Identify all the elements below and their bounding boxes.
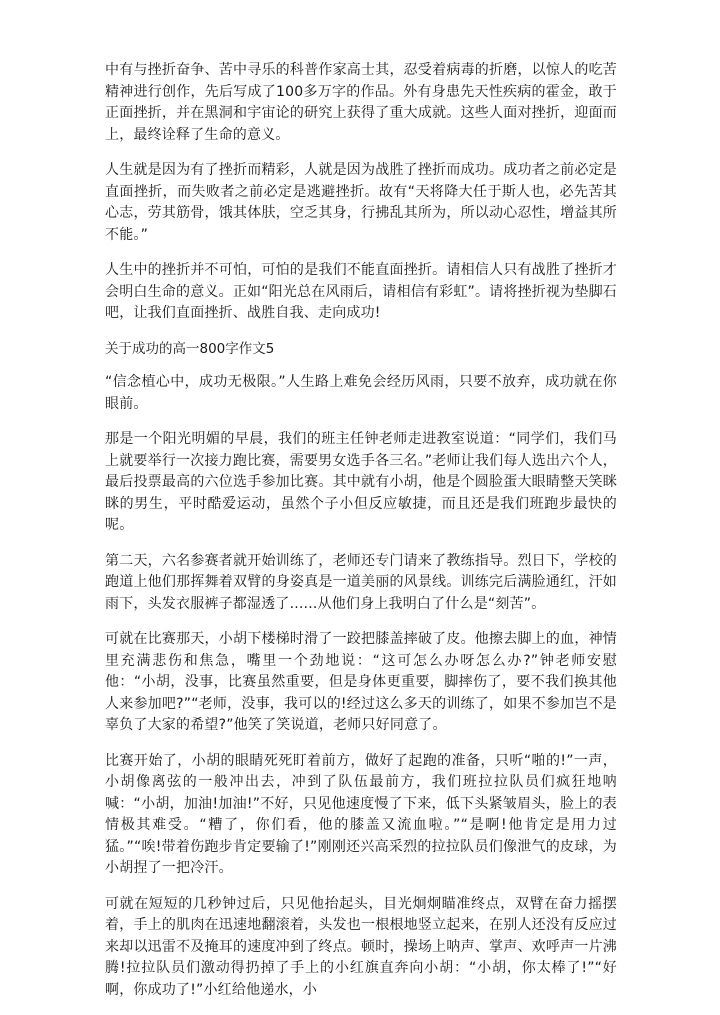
- paragraph: 第二天，六名参赛者就开始训练了，老师还专门请来了教练指导。烈日下，学校的跑道上他们那挥舞着双臂的身姿真是一道美丽的风景线。训练完后满脸通红，汗如雨下，头发衣服裤子都湿透了......从他们身上我明白了什么是“刻苦”。: [105, 552, 617, 612]
- paragraph: 中有与挫折奋争、苦中寻乐的科普作家高士其，忍受着病毒的折磨，以惊人的吃苦精神进行创作，先后写成了100多万字的作品。外有身患先天性疾病的霍金，敢于正面挫折，并在黑洞和宇宙论的研究上获得了重大成就。这些人面对挫折，迎面而上，最终诠释了生命的意义。: [105, 62, 617, 143]
- paragraph: 可就在比赛那天，小胡下楼梯时滑了一跤把膝盖摔破了皮。他擦去脚上的血，神情里充满悲伤和焦急，嘴里一个劲地说：“这可怎么办呀怎么办?”钟老师安慰他：“小胡，没事，比赛虽然重要，但是身体更重要，脚摔伤了，要不我们换其他人来参加吧?”“老师，没事，我可以的!经过这么多天的训练了，如果不参加岂不是辜负了大家的希望?”他笑了笑说道，老师只好同意了。: [105, 631, 617, 733]
- paragraph: 人生中的挫折并不可怕，可怕的是我们不能直面挫折。请相信人只有战胜了挫折才会明白生命的意义。正如“阳光总在风雨后，请相信有彩虹”。请将挫折视为垫脚石吧，让我们直面挫折、战胜自我、走向成功!: [105, 262, 617, 321]
- paragraph: “信念植心中，成功无极限。”人生路上难免会经历风雨，只要不放弃，成功就在你眼前。: [105, 374, 617, 412]
- paragraph: 比赛开始了，小胡的眼睛死死盯着前方，做好了起跑的准备，只听“啪的!”一声，小胡像离弦的一般冲出去，冲到了队伍最前方，我们班拉拉队员们疯狂地呐喊：“小胡，加油!加油!”不好，只见他速度慢了下来，低下头紧皱眉头，脸上的表情极其难受。“糟了，你们看，他的膝盖又流血啦。”“是啊!他肯定是用力过猛。”“唉!带着伤跑步肯定要输了!”刚刚还兴高采烈的拉拉队员们像泄气的皮球，为小胡捏了一把冷汗。: [105, 752, 617, 876]
- paragraph: 可就在短短的几秒钟过后，只见他抬起头，目光炯炯瞄准终点，双臂在奋力摇摆着，手上的肌肉在迅速地翻滚着，头发也一根根地竖立起来，在别人还没有反应过来却以迅雷不及掩耳的速度冲到了终点。顿时，操场上呐声、掌声、欢呼声一片沸腾!拉拉队员们激动得扔掉了手上的小红旗直奔向小胡：“小胡，你太棒了!”“好啊，你成功了!”小红给他递水，小: [105, 895, 617, 998]
- section-heading: 关于成功的高一800字作文5: [105, 340, 275, 357]
- paragraph: 那是一个阳光明媚的早晨，我们的班主任钟老师走进教室说道：“同学们，我们马上就要举行一次接力跑比赛，需要男女选手各三名。”老师让我们每人选出六个人，最后投票最高的六位选手参加比赛。其中就有小胡，他是个圆脸蛋大眼睛整天笑眯眯的男生，平时酷爱运动，虽然个子小但反应敏捷，而且还是我们班跑步最快的呢。: [105, 431, 617, 533]
- paragraph: 人生就是因为有了挫折而精彩，人就是因为战胜了挫折而成功。成功者之前必定是直面挫折，而失败者之前必定是逃避挫折。故有“天将降大任于斯人也，必先苦其心志，劳其筋骨，饿其体肤，空乏其身，行拂乱其所为，所以动心忍性，增益其所不能。”: [105, 162, 617, 243]
- document-page: [105, 60, 617, 1015]
